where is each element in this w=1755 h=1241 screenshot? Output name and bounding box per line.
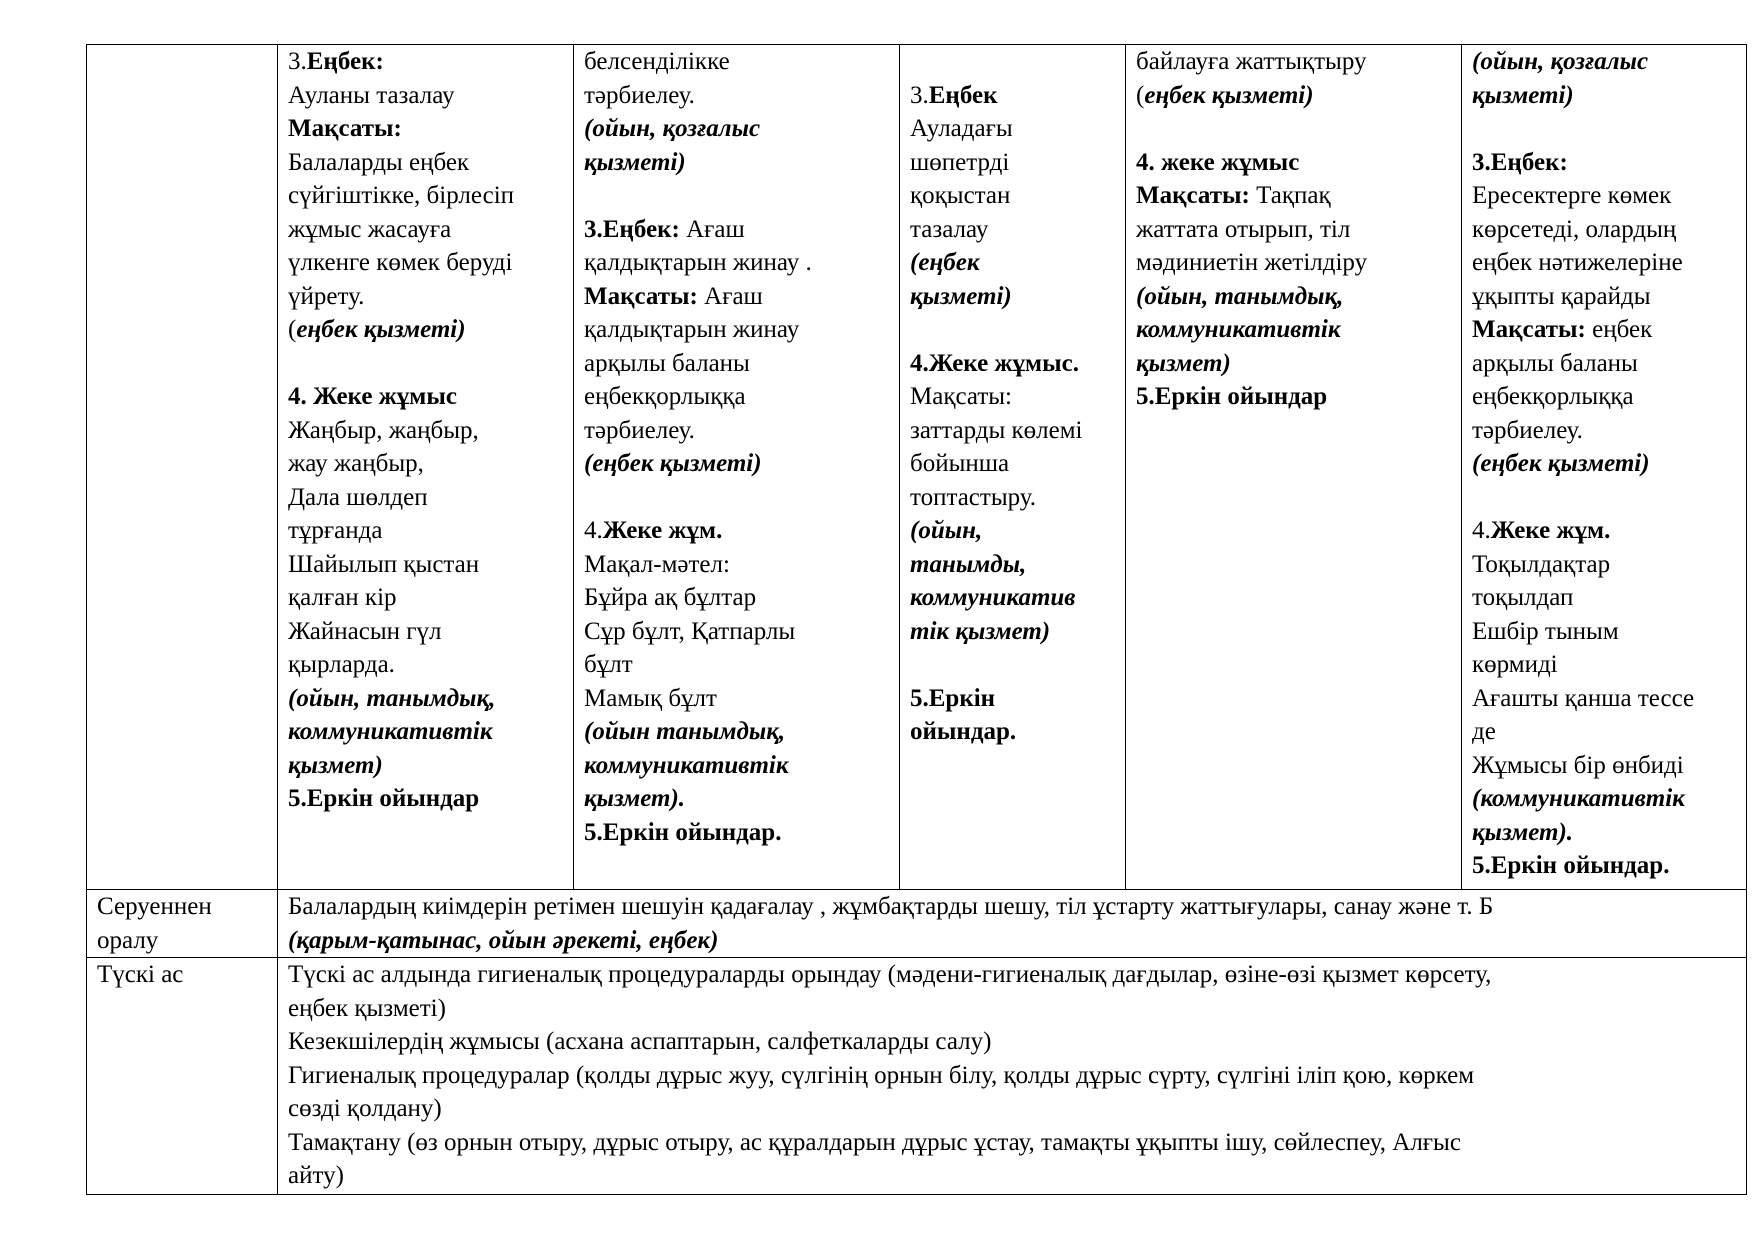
plain-text: Мақал-мәтел: [584,550,730,578]
activity-type-note: (еңбек қызметі) [584,450,762,477]
activity-type-note: (ойын, танымдық, [1136,282,1344,310]
activity-type-note: (ойын, қозғалыс [1472,48,1649,75]
plain-text: Ешбір тыным [1472,617,1619,645]
work-cell-day-2 [574,45,900,890]
plain-text: бұлт [584,651,633,678]
activity-type-note: еңбек қызметі) [1144,81,1314,109]
text-line [910,380,1115,414]
bold-heading: 5.Еркін ойындар. [1472,852,1670,879]
text-line [288,514,563,548]
plain-text: белсенділікке [584,48,730,75]
plain-text: тәрбиелеу. [584,81,695,109]
plain-text: үйрету. [288,282,365,310]
text-line [584,112,889,146]
blank-line [910,648,1115,682]
blank-line [1136,112,1451,146]
text-line [288,615,563,649]
text-line [584,447,889,481]
plain-text: сүйгіштікке, бірлесіп [288,182,515,209]
plain-text: шөпетрді [910,148,1010,176]
activity-type-note: (еңбек қызметі) [1472,450,1650,477]
text-line [910,112,1115,146]
text-line [288,682,563,716]
row-label-return [87,890,278,958]
work-cell-day-5 [1462,45,1747,890]
blank-line [584,179,889,213]
plain-text: Гигиеналық процедуралар (қолды дұрыс жуу, сүлгінің орнын білу, қолды дұрыс сүрту, сүлгіні іліп қою, көркем [288,1061,1475,1089]
bold-heading: 4.Жеке жұмыс. [910,349,1079,377]
text-suffix: Ағаш [679,215,745,243]
text-line [1472,514,1736,548]
plain-text: үлкенге көмек беруді [288,249,513,276]
text-line [288,890,1736,924]
text-line [584,782,889,816]
text-prefix: 4. [1472,517,1491,544]
row-label-line: Серуеннен [97,893,212,920]
work-cell-day-3 [900,45,1126,890]
bold-heading: Еңбек: [306,48,384,75]
text-line [1472,79,1736,113]
bold-heading: Мақсаты: [288,115,402,142]
plain-text: арқылы баланы [584,349,750,377]
plain-text: Жұмысы бір өнбиді [1472,751,1684,779]
text-line [910,581,1115,615]
text-line [288,992,1736,1026]
text-prefix: ( [1136,81,1145,109]
text-line [584,615,889,649]
plain-text: топтастыру. [910,483,1037,511]
bold-heading: 3.Еңбек: [1472,148,1568,176]
text-line [288,1159,1736,1193]
text-line [288,79,563,113]
text-line [584,79,889,113]
plain-text: қоқыстан [910,182,1011,209]
bold-heading: 5.Еркін [910,684,996,712]
text-line [910,682,1115,716]
plain-text: жұмыс жасауға [288,215,452,243]
text-suffix: Тақпақ [1249,182,1331,209]
text-line [910,615,1115,649]
activity-type-note: коммуникативтік [288,718,493,745]
text-line [1472,548,1736,582]
blank-line [1472,112,1736,146]
plain-text: мәдиниетін жетілдіру [1136,249,1368,276]
bold-heading: Мақсаты: [1472,316,1586,343]
plain-text: көрмиді [1472,651,1558,678]
text-line [1136,313,1451,347]
text-line [910,414,1115,448]
plain-text: тоқылдап [1472,584,1574,611]
text-line [584,347,889,381]
plain-text: көрсетеді, олардың [1472,215,1677,243]
bold-heading: Мақсаты: [584,282,698,310]
plain-text: Дала шөлдеп [288,483,428,511]
text-line [1472,447,1736,481]
activity-type-note: (ойын танымдық, [584,718,786,745]
text-line [288,782,563,816]
work-cell-day-1 [278,45,574,890]
plain-text: байлауға жаттықтыру [1136,48,1367,75]
plain-text: қалдықтарын жинау . [584,249,812,276]
plain-text: Шайылып қыстан [288,550,480,578]
text-line [910,347,1115,381]
text-line [288,447,563,481]
plain-text: тұрғанда [288,517,383,544]
text-line [288,280,563,314]
text-line [288,481,563,515]
text-line [1472,849,1736,883]
plain-text: Ағашты қанша тессе [1472,684,1695,712]
text-line [288,1092,1736,1126]
activity-type-note: (қарым-қатынас, ойын әрекеті, еңбек) [288,926,719,954]
text-line [1472,749,1736,783]
text-line [1472,280,1736,314]
text-line [1136,146,1451,180]
text-line [288,548,563,582]
activity-type-note: (коммуникативтік [1472,785,1685,812]
text-line [910,715,1115,749]
text-line [1472,313,1736,347]
text-line [584,648,889,682]
text-line [584,146,889,180]
activity-type-note: қызметі) [1472,81,1574,109]
text-suffix: еңбек [1585,316,1653,343]
text-line [910,179,1115,213]
text-line [584,246,889,280]
plain-text: қалдықтарын жинау [584,316,800,343]
text-line [288,213,563,247]
text-line [1136,213,1451,247]
plain-text: айту) [288,1162,344,1189]
plain-text: еңбек қызметі) [288,994,446,1022]
activity-type-note: (ойын, [910,517,983,544]
text-line [1136,380,1451,414]
text-line [288,648,563,682]
text-prefix: 4. [584,517,603,544]
text-line [910,280,1115,314]
text-line [584,514,889,548]
plain-text: еңбек нәтижелеріне [1472,249,1683,276]
plain-text: Тоқылдақтар [1472,550,1611,578]
plain-text: Ауланы тазалау [288,81,455,109]
text-line [584,213,889,247]
text-line [1472,246,1736,280]
text-line [584,414,889,448]
text-line [1472,146,1736,180]
text-line [910,246,1115,280]
text-line [288,414,563,448]
text-line [1136,347,1451,381]
activity-type-note: еңбек қызметі) [296,316,466,343]
plain-text: жаттата отырып, тіл [1136,215,1351,243]
blank-line [584,481,889,515]
text-line [910,447,1115,481]
activity-type-note: қызмет) [1136,349,1231,377]
text-line [1472,615,1736,649]
text-line [910,146,1115,180]
text-line [1472,414,1736,448]
text-line [288,1126,1736,1160]
plain-text: Түскі ас алдында гигиеналық процедураларды орындау (мәдени-гигиеналық дағдылар, өзіне-өзі қызмет көрсету, [288,961,1492,988]
row-label-lunch [87,958,278,1195]
text-suffix: Ағаш [697,282,763,310]
text-line [910,213,1115,247]
text-line [288,380,563,414]
text-line [1472,179,1736,213]
text-line [910,514,1115,548]
activity-type-note: (ойын, қозғалыс [584,115,761,142]
text-line [584,548,889,582]
activity-type-note: (ойын, танымдық, [288,684,496,712]
bold-heading: Жеке жұм. [602,517,723,544]
text-line [584,816,889,850]
text-line [1472,347,1736,381]
text-line [288,313,563,347]
text-line [584,581,889,615]
text-line [1472,782,1736,816]
text-line [288,958,1736,992]
text-line [1472,648,1736,682]
plain-text: Мақсаты: [910,383,1012,410]
text-line [584,380,889,414]
activity-type-note: қызмет) [288,751,383,779]
text-line [288,45,563,79]
work-cell-day-4 [1126,45,1462,890]
plain-text: арқылы баланы [1472,349,1638,377]
plain-text: Мамық бұлт [584,684,717,712]
plain-text: Ересектерге көмек [1472,182,1672,209]
text-line [1136,179,1451,213]
bold-heading: Жеке жұм. [1490,517,1611,544]
plain-text: заттарды көлемі [910,416,1083,444]
text-line [584,715,889,749]
plain-text: тазалау [910,215,989,243]
return-content-cell [278,890,1747,958]
text-line [288,924,1736,958]
blank-line [288,347,563,381]
row-label-line: Түскі ас [97,961,184,988]
table-row-lunch [87,958,1747,1195]
text-line [584,45,889,79]
text-line [1472,45,1736,79]
activity-type-note: қызметі) [910,282,1012,310]
plain-text: тәрбиелеу. [584,416,695,444]
plain-text: қырларда. [288,651,395,678]
text-line [288,1059,1736,1093]
activity-type-note: тік қызмет) [910,617,1051,645]
bold-heading: 4. Жеке жұмыс [288,383,457,410]
activity-type-note: (еңбек [910,249,980,276]
plain-text: Ауладағы [910,115,1013,142]
plain-text: Бұйра ақ бұлтар [584,584,757,611]
plain-text: Жаңбыр, жаңбыр, [288,416,479,444]
text-line [584,280,889,314]
daily-plan-table [86,44,1747,1195]
plain-text: Сұр бұлт, Қатпарлы [584,617,796,645]
text-line [288,1025,1736,1059]
table-row-return [87,890,1747,958]
activity-type-note: коммуникатив [910,584,1076,611]
plain-text: еңбекқорлыққа [1472,383,1634,410]
row-label-empty [87,45,278,890]
bold-heading: ойындар. [910,718,1017,745]
text-line [288,112,563,146]
plain-text: Жайнасын гүл [288,617,442,645]
plain-text: ұқыпты қарайды [1472,282,1651,310]
activity-type-note: танымды, [910,550,1027,578]
blank-line [910,313,1115,347]
text-line [288,581,563,615]
blank-line [910,45,1115,79]
activity-type-note: коммуникативтік [1136,316,1341,343]
table-row-work [87,45,1747,890]
plain-text: жау жаңбыр, [288,450,424,477]
plain-text: Тамақтану (өз орнын отыру, дұрыс отыру, ас құралдарын дұрыс ұстау, тамақты ұқыпты ішу, сөйлеспеу, Алғыс [288,1128,1461,1156]
plain-text: тәрбиелеу. [1472,416,1583,444]
text-line [1136,280,1451,314]
blank-line [1472,481,1736,515]
text-line [910,481,1115,515]
text-line [288,179,563,213]
bold-heading: 5.Еркін ойындар. [584,818,782,846]
plain-text: Балалардың киімдерін ретімен шешуін қадағалау , жұмбақтарды шешу, тіл ұстарту жаттығулары, санау және т. Б [288,893,1494,920]
text-prefix: ( [288,316,297,343]
text-line [1472,213,1736,247]
text-line [1472,715,1736,749]
text-line [288,749,563,783]
activity-type-note: қызметі) [584,148,686,176]
text-prefix: 3. [910,81,929,109]
text-line [1472,682,1736,716]
text-line [288,146,563,180]
text-line [1472,380,1736,414]
plain-text: бойынша [910,450,1010,477]
text-line [1136,246,1451,280]
plain-text: Кезекшілердің жұмысы (асхана аспаптарын, салфеткаларды салу) [288,1028,992,1055]
plain-text: еңбекқорлыққа [584,383,746,410]
lunch-content-cell [278,958,1747,1195]
text-line [584,749,889,783]
plain-text: де [1472,718,1496,745]
activity-type-note: коммуникативтік [584,751,789,779]
text-line [584,313,889,347]
row-label-line: оралу [97,926,159,954]
text-line [1136,79,1451,113]
activity-type-note: қызмет). [1472,818,1574,846]
bold-heading: 3.Еңбек: [584,215,680,243]
text-line [1472,581,1736,615]
text-line [584,682,889,716]
text-prefix: 3. [288,48,307,75]
plain-text: Балаларды еңбек [288,148,470,176]
plain-text: қалған кір [288,584,397,611]
plain-text: сөзді қолдану) [288,1095,442,1122]
text-line [288,246,563,280]
text-line [1136,45,1451,79]
bold-heading: Мақсаты: [1136,182,1250,209]
bold-heading: 5.Еркін ойындар [288,785,480,812]
text-line [288,715,563,749]
activity-type-note: қызмет). [584,785,686,812]
text-line [1472,816,1736,850]
text-line [910,79,1115,113]
bold-heading: 5.Еркін ойындар [1136,383,1328,410]
text-line [910,548,1115,582]
bold-heading: 4. жеке жұмыс [1136,148,1300,176]
bold-heading: Еңбек [928,81,998,109]
